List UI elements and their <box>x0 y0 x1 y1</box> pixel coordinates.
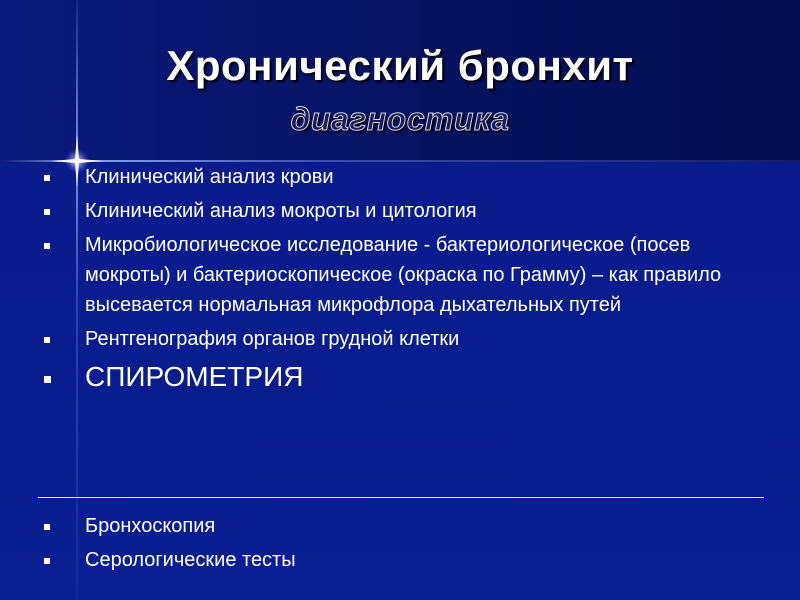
main-bullet-list <box>44 162 764 398</box>
list-item-text: СПИРОМЕТРИЯ <box>85 361 304 392</box>
list-item <box>44 324 764 354</box>
bullet-square-icon <box>44 243 50 249</box>
list-item <box>44 545 764 575</box>
bullet-square-icon <box>44 337 50 343</box>
slide-title: Хронический бронхит <box>166 42 634 89</box>
list-item-text: Рентгенография органов грудной клетки <box>85 328 460 350</box>
list-item-text: Клинический анализ мокроты и цитология <box>85 200 477 222</box>
list-item <box>44 196 764 226</box>
list-item-text: Микробиологическое исследование - бактериологическое (посев мокроты) и бактериоскопическое (окраска по Грамму) – как правило высевается нормальная микрофлора дыхательных путей <box>85 234 722 316</box>
list-item <box>44 230 764 320</box>
secondary-bullet-list <box>44 511 764 579</box>
slide-subtitle: диагностика <box>290 101 510 137</box>
list-item-text: Бронхоскопия <box>85 515 216 537</box>
bullet-square-icon <box>44 376 51 383</box>
divider-line <box>38 497 764 498</box>
bullet-square-icon <box>44 558 50 564</box>
list-item <box>44 162 764 192</box>
list-item-text: Клинический анализ крови <box>85 166 334 188</box>
list-item <box>44 511 764 541</box>
bullet-square-icon <box>44 175 50 181</box>
bullet-square-icon <box>44 524 50 530</box>
list-item <box>44 360 764 394</box>
bullet-square-icon <box>44 209 50 215</box>
list-item-text: Серологические тесты <box>85 549 296 571</box>
